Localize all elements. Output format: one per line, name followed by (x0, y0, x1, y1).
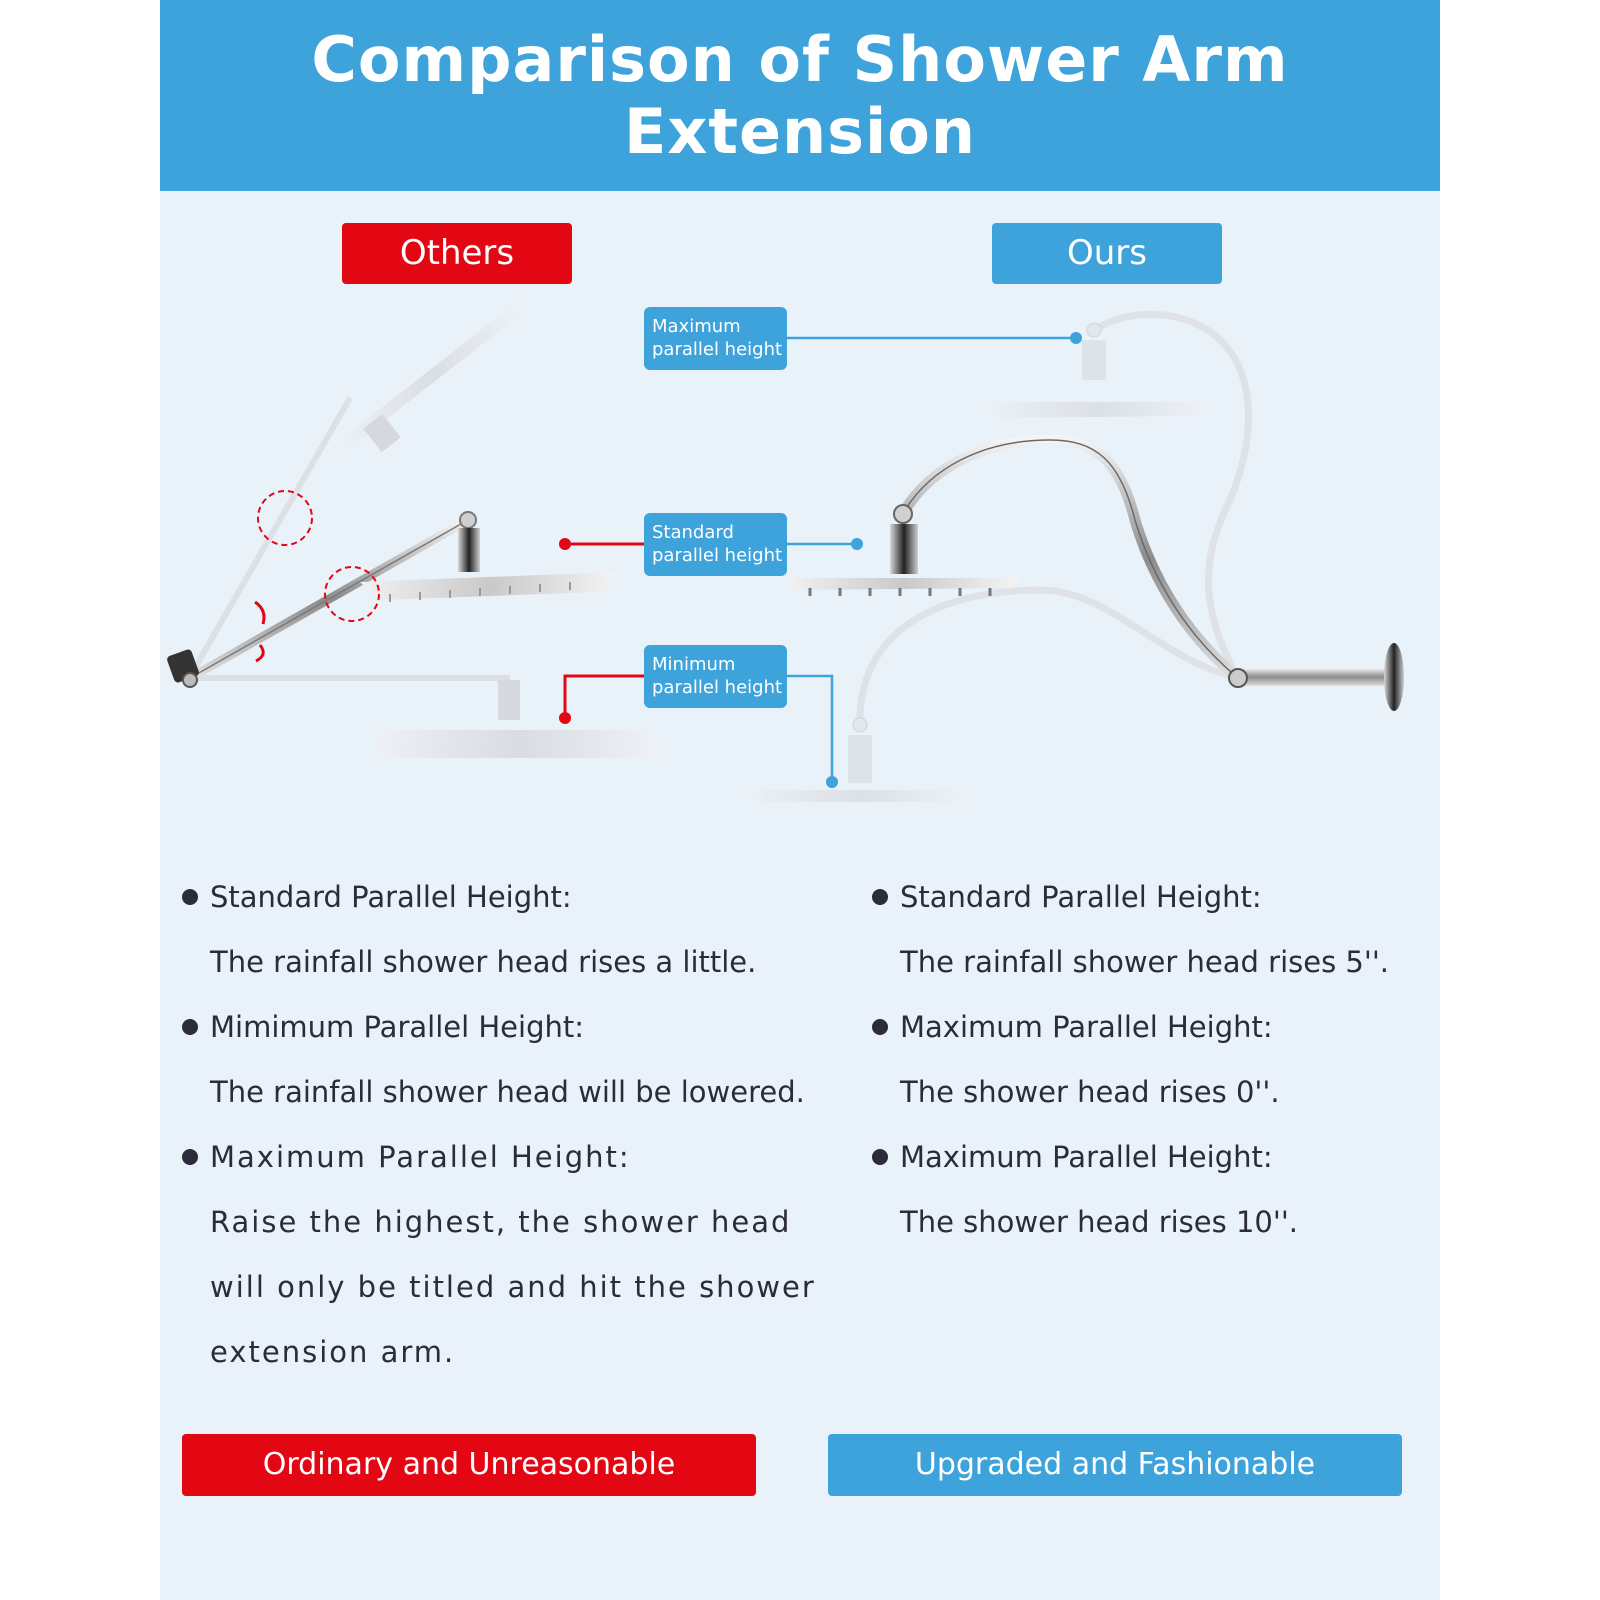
list-item (870, 868, 1430, 998)
bullet-icon (182, 1019, 198, 1035)
others-arm-max-ghost (188, 300, 527, 680)
item-heading: Maximum Parallel Height: (900, 1010, 1273, 1044)
comparison-panel (160, 0, 1440, 1600)
callout-std-line2: parallel height (652, 545, 783, 566)
callout-std-line1: Standard (652, 522, 734, 543)
item-text: will only be titled and hit the shower (210, 1270, 816, 1304)
list-item (180, 1128, 860, 1388)
ours-arm-standard (788, 440, 1404, 711)
list-item (870, 998, 1430, 1128)
ordinary-label: Ordinary and Unreasonable (182, 1434, 756, 1496)
others-arm-min-ghost (188, 678, 660, 758)
callout-standard-height (644, 513, 787, 576)
callout-max-line2: parallel height (652, 339, 783, 360)
list-item (180, 868, 860, 998)
ours-min-ghost (748, 590, 1238, 802)
others-leader-lines (559, 538, 644, 724)
callout-min-line1: Minimum (652, 654, 736, 675)
item-heading: Standard Parallel Height: (900, 880, 1262, 914)
ours-feature-list (870, 868, 1430, 1258)
others-feature-list (180, 868, 860, 1388)
upgraded-label: Upgraded and Fashionable (828, 1434, 1402, 1496)
item-heading: Maximum Parallel Height: (210, 1140, 631, 1174)
others-tag: Others (342, 223, 572, 284)
page-title (160, 24, 1440, 168)
callout-max-line1: Maximum (652, 316, 741, 337)
bullet-icon (872, 1149, 888, 1165)
ours-tag: Ours (992, 223, 1222, 284)
bullet-icon (872, 889, 888, 905)
item-text: The rainfall shower head rises 5''. (900, 945, 1390, 979)
bullet-icon (182, 889, 198, 905)
item-text: extension arm. (210, 1335, 456, 1369)
item-text: The shower head rises 10''. (900, 1205, 1299, 1239)
ours-max-ghost (986, 314, 1248, 678)
list-item (870, 1128, 1430, 1258)
item-text: The rainfall shower head rises a little. (210, 945, 757, 979)
item-heading: Mimimum Parallel Height: (210, 1010, 584, 1044)
bullet-icon (872, 1019, 888, 1035)
item-text: The shower head rises 0''. (900, 1075, 1280, 1109)
callout-maximum-height (644, 307, 787, 370)
title-text: Comparison of Shower Arm Extension (311, 22, 1289, 168)
shower-arm-illustration (160, 190, 1440, 830)
callout-min-line2: parallel height (652, 677, 783, 698)
item-heading: Standard Parallel Height: (210, 880, 572, 914)
item-heading: Maximum Parallel Height: (900, 1140, 1273, 1174)
rotate-arrows (255, 602, 264, 661)
item-text: Raise the highest, the shower head (210, 1205, 792, 1239)
callout-minimum-height (644, 645, 787, 708)
item-text: The rainfall shower head will be lowered. (210, 1075, 805, 1109)
list-item (180, 998, 860, 1128)
ours-leader-lines (787, 332, 1082, 788)
bullet-icon (182, 1149, 198, 1165)
header-banner (160, 0, 1440, 191)
